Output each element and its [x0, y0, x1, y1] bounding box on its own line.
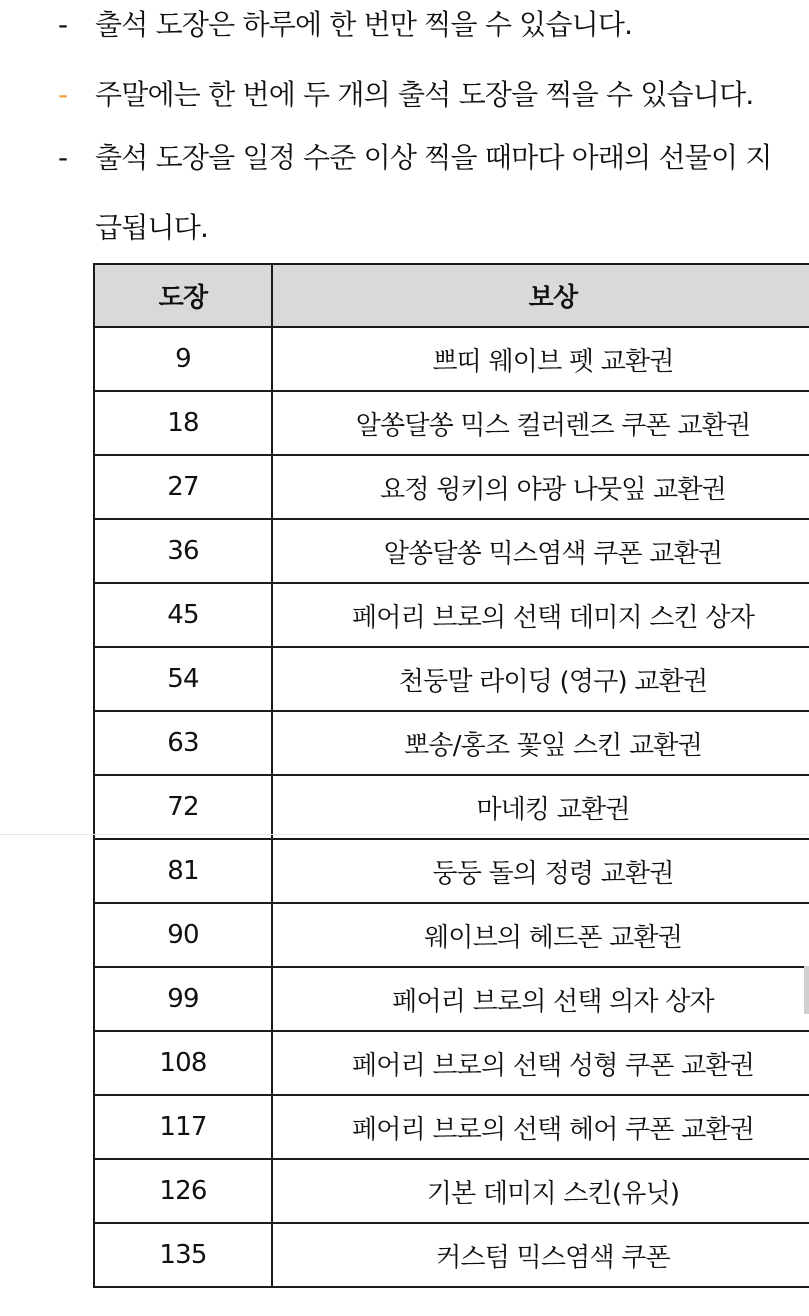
table-row	[94, 391, 809, 455]
header-reward: 보상	[272, 264, 809, 327]
stamp-count-cell: 126	[94, 1159, 272, 1223]
reward-table-body	[94, 327, 809, 1287]
stamp-count-cell: 18	[94, 391, 272, 455]
scrollbar-thumb[interactable]	[804, 966, 809, 1014]
table-row	[94, 327, 809, 391]
table-header-row	[94, 264, 809, 327]
table-row	[94, 583, 809, 647]
table-row	[94, 839, 809, 903]
rule-item-rewards-continuation	[0, 213, 809, 245]
stamp-count-cell: 108	[94, 1031, 272, 1095]
overlay-divider	[0, 834, 809, 835]
rule-item-rewards	[0, 143, 809, 175]
stamp-count-cell: 54	[94, 647, 272, 711]
table-row	[94, 1159, 809, 1223]
stamp-count-cell: 72	[94, 775, 272, 839]
header-stamp: 도장	[94, 264, 272, 327]
reward-table	[93, 263, 809, 1288]
rule-item-weekend	[0, 80, 809, 112]
stamp-count-cell: 27	[94, 455, 272, 519]
stamp-count-cell: 99	[94, 967, 272, 1031]
stamp-count-cell: 117	[94, 1095, 272, 1159]
reward-cell: 페어리 브로의 선택 데미지 스킨 상자	[272, 583, 809, 647]
table-row	[94, 1223, 809, 1287]
stamp-count-cell: 90	[94, 903, 272, 967]
bullet-dash-highlight: -	[58, 78, 68, 111]
rule-text: 출석 도장을 일정 수준 이상 찍을 때마다 아래의 선물이 지	[95, 141, 772, 174]
table-row	[94, 647, 809, 711]
rule-text: 주말에는 한 번에 두 개의 출석 도장을 찍을 수 있습니다.	[95, 78, 754, 111]
stamp-count-cell: 63	[94, 711, 272, 775]
reward-cell: 마네킹 교환권	[272, 775, 809, 839]
reward-cell: 알쏭달쏭 믹스 컬러렌즈 쿠폰 교환권	[272, 391, 809, 455]
reward-cell: 천둥말 라이딩 (영구) 교환권	[272, 647, 809, 711]
reward-cell: 페어리 브로의 선택 헤어 쿠폰 교환권	[272, 1095, 809, 1159]
stamp-count-cell: 36	[94, 519, 272, 583]
reward-cell: 기본 데미지 스킨(유닛)	[272, 1159, 809, 1223]
reward-cell: 페어리 브로의 선택 의자 상자	[272, 967, 809, 1031]
reward-cell: 쁘띠 웨이브 펫 교환권	[272, 327, 809, 391]
reward-cell: 커스텀 믹스염색 쿠폰	[272, 1223, 809, 1287]
bullet-dash: -	[58, 8, 68, 41]
table-row	[94, 775, 809, 839]
reward-cell: 웨이브의 헤드폰 교환권	[272, 903, 809, 967]
bullet-dash: -	[58, 141, 68, 174]
rule-item-daily-limit	[0, 10, 809, 42]
table-row	[94, 519, 809, 583]
table-row	[94, 455, 809, 519]
rule-text-continuation: 급됩니다.	[95, 211, 209, 244]
rule-text: 출석 도장은 하루에 한 번만 찍을 수 있습니다.	[95, 8, 633, 41]
reward-cell: 요정 윙키의 야광 나뭇잎 교환권	[272, 455, 809, 519]
reward-cell: 뽀송/홍조 꽃잎 스킨 교환권	[272, 711, 809, 775]
table-row	[94, 967, 809, 1031]
reward-cell: 페어리 브로의 선택 성형 쿠폰 교환권	[272, 1031, 809, 1095]
table-row	[94, 1031, 809, 1095]
stamp-count-cell: 9	[94, 327, 272, 391]
stamp-count-cell: 135	[94, 1223, 272, 1287]
stamp-count-cell: 45	[94, 583, 272, 647]
reward-cell: 알쏭달쏭 믹스염색 쿠폰 교환권	[272, 519, 809, 583]
stamp-count-cell: 81	[94, 839, 272, 903]
table-row	[94, 711, 809, 775]
table-row	[94, 1095, 809, 1159]
reward-cell: 둥둥 돌의 정령 교환권	[272, 839, 809, 903]
table-row	[94, 903, 809, 967]
